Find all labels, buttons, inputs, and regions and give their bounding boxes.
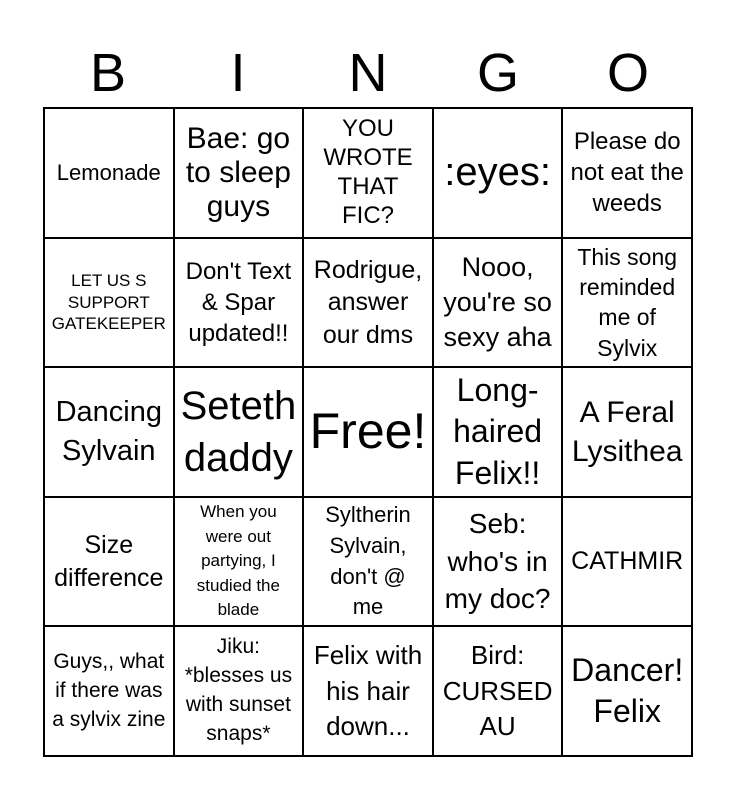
header-letter-i: I bbox=[230, 43, 246, 103]
bingo-cell[interactable]: LET US S SUPPORT GATEKEEPER bbox=[44, 238, 174, 368]
bingo-cell[interactable]: This song reminded me of Sylvix bbox=[562, 238, 692, 368]
bingo-cell[interactable]: :eyes: bbox=[433, 108, 563, 238]
header-letter-n: N bbox=[348, 43, 388, 103]
bingo-cell[interactable]: Size difference bbox=[44, 497, 174, 627]
bingo-cell[interactable]: Guys,, what if there was a sylvix zine bbox=[44, 626, 174, 756]
bingo-cell[interactable]: Dancer! Felix bbox=[562, 626, 692, 756]
bingo-header bbox=[43, 40, 693, 106]
bingo-cell[interactable]: CATHMIR bbox=[562, 497, 692, 627]
bingo-cell[interactable]: A Feral Lysithea bbox=[562, 367, 692, 497]
bingo-cell[interactable]: Felix with his hair down... bbox=[303, 626, 433, 756]
bingo-cell[interactable]: Long-haired Felix!! bbox=[433, 367, 563, 497]
bingo-cell[interactable]: Nooo, you're so sexy aha bbox=[433, 238, 563, 368]
bingo-cell[interactable]: Bae: go to sleep guys bbox=[174, 108, 304, 238]
bingo-cell[interactable]: Free! bbox=[303, 367, 433, 497]
bingo-cell[interactable]: Syltherin Sylvain, don't @ me bbox=[303, 497, 433, 627]
bingo-cell[interactable]: Jiku: *blesses us with sunset snaps* bbox=[174, 626, 304, 756]
bingo-cell[interactable]: Seb: who's in my doc? bbox=[433, 497, 563, 627]
bingo-cell[interactable]: Please do not eat the weeds bbox=[562, 108, 692, 238]
bingo-cell[interactable]: Don't Text & Spar updated!! bbox=[174, 238, 304, 368]
bingo-cell[interactable]: Seteth daddy bbox=[174, 367, 304, 497]
bingo-cell[interactable]: YOU WROTE THAT FIC? bbox=[303, 108, 433, 238]
header-letter-g: G bbox=[476, 43, 519, 103]
bingo-cell[interactable]: When you were out partying, I studied the blade bbox=[174, 497, 304, 627]
bingo-cell[interactable]: Rodrigue, answer our dms bbox=[303, 238, 433, 368]
bingo-cell[interactable]: Lemonade bbox=[44, 108, 174, 238]
bingo-grid bbox=[43, 107, 693, 757]
header-letter-b: B bbox=[89, 43, 127, 103]
bingo-cell[interactable]: Dancing Sylvain bbox=[44, 367, 174, 497]
header-letter-o: O bbox=[606, 43, 649, 103]
bingo-cell[interactable]: Bird: CURSED AU bbox=[433, 626, 563, 756]
